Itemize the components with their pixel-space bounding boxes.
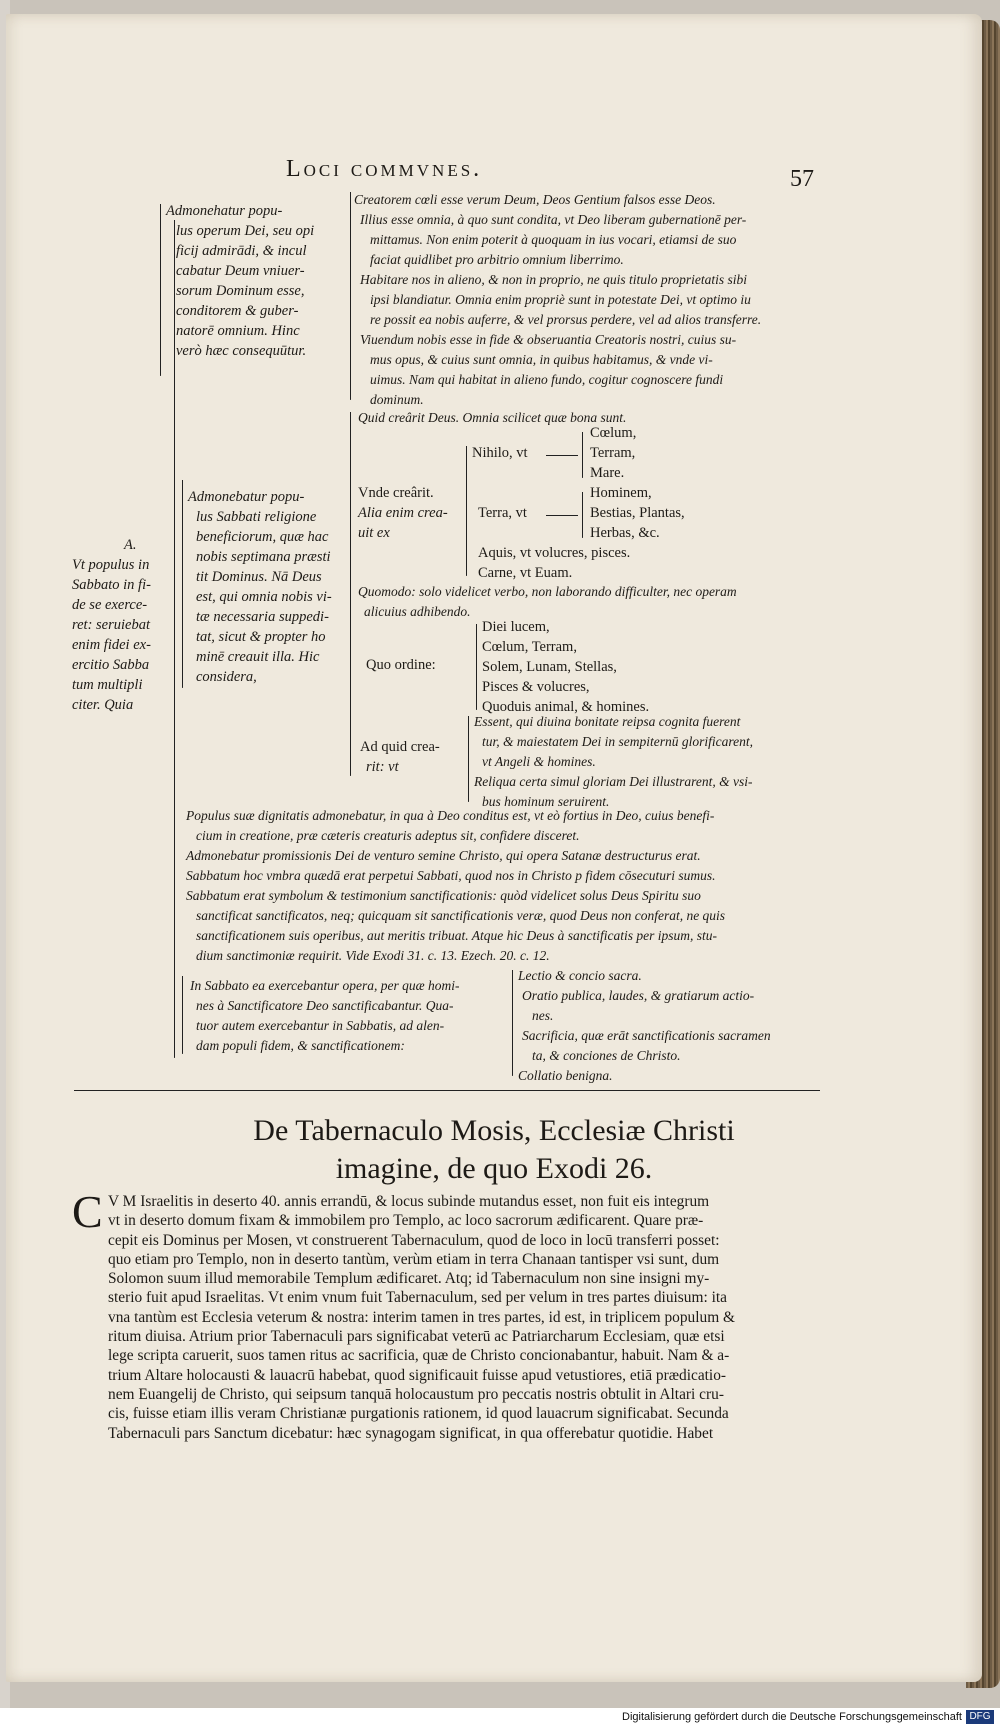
section-title-line-1: De Tabernaculo Mosis, Ecclesiæ Christi [253,1114,735,1147]
margin-a-5: enim fidei ex- [72,637,151,653]
ordine-item-4: Quoduis animal, & homines. [482,699,650,715]
b1-right-2: mittamus. Non enim poterit à quoquam in ius vocari, etiamsi de suo [370,232,737,247]
b3-0: Populus suæ dignitatis admonebatur, in qua à Deo conditus est, vt eò fortius in Deo, cuius benefi- [186,808,715,823]
b2-quo-ordine: Quo ordine: [366,657,436,673]
b1-right-10: dominum. [370,392,424,407]
brace [182,976,183,1054]
main-brace [174,220,175,1058]
b1-right-9: uimus. Nam qui habitat in alieno fundo, cogitur cognoscere fundi [370,372,724,387]
adq-item-1: tur, & maiestatem Dei in sempiternū glorificarent, [482,734,753,749]
b3-5: sanctificat sanctificatos, neq; quicquam sit sanctificationis veræ, quod Deus non conferat, ne quis [196,908,726,923]
margin-a-3: de se exerce- [72,597,148,613]
b3-6: sanctificationem suis operibus, aut meritis tribuat. Atque hic Deus à sanctificatis per ipsum, stu- [196,928,717,943]
terra-item-0: Hominem, [590,485,652,501]
b4-left-0: In Sabbato ea exercebantur opera, per quæ homi- [190,978,460,993]
running-head: Loci commvnes. [286,156,483,182]
terra-item-2: Herbas, &c. [590,525,660,541]
b2-terra: Terra, vt [478,505,527,521]
page-number: 57 [790,166,814,192]
section-title-line-2: imagine, de quo Exodi 26. [335,1152,653,1185]
ordine-item-0: Diei lucem, [482,619,550,635]
brace [582,432,583,478]
adq-item-2: vt Angeli & homines. [482,754,596,769]
nihilo-item-2: Mare. [590,465,625,481]
b2-left-6: tæ necessaria suppedi- [196,609,329,625]
b2-left-3: nobis septimana præsti [196,549,331,565]
b2-quomodo-0: Quomodo: solo videlicet verbo, non laborando difficulter, nec operam [358,584,737,599]
b2-left-8: minē creauit illa. Hic [196,649,320,665]
b2-quid: Quid creârit Deus. Omnia scilicet quæ bona sunt. [358,410,627,425]
brace [350,412,351,776]
dash [546,515,578,516]
margin-a-7: tum multipli [72,677,143,693]
b4-left-2: tuor autem exercebantur in Sabbatis, ad alen- [196,1018,445,1033]
margin-a-2: Sabbato in fi- [72,577,151,593]
b2-quomodo-1: alicuius adhibendo. [364,604,471,619]
drop-capital: C [72,1186,103,1237]
margin-a-8: citer. Quia [72,697,134,713]
brace [476,624,477,710]
dfg-logo: DFG [966,1710,994,1724]
ordine-item-2: Solem, Lunam, Stellas, [482,659,617,675]
brace [160,204,161,376]
b2-left-0: Admonebatur popu- [188,489,305,505]
book-page [6,14,982,1682]
adq-item-0: Essent, qui diuina bonitate reipsa cognita fuerent [474,714,741,729]
nihilo-item-0: Cœlum, [590,425,637,441]
b3-1: cium in creatione, præ cæteris creaturis adeptus sit, confidere disceret. [196,828,580,843]
b2-aquis: Aquis, vt volucres, pisces. [478,545,631,561]
margin-a-4: ret: seruiebat [72,617,150,633]
b1-right-7: Viuendum nobis esse in fide & obseruantia Creatoris nostri, cuius su- [360,332,737,347]
b3-2: Admonebatur promissionis Dei de venturo semine Christo, qui opera Satanæ destructurus erat. [186,848,701,863]
b4-right-3: Sacrificia, quæ erāt sanctificationis sacramen [522,1028,771,1043]
digitization-credit: Digitalisierung gefördert durch die Deutsche Forschungsgemeinschaft [622,1711,962,1723]
brace [512,970,513,1076]
adq-item-4: bus hominum seruirent. [482,794,610,809]
margin-a-1: Vt populus in [72,557,150,573]
b3-3: Sabbatum hoc vmbra quædā erat perpetui Sabbati, quod nos in Christo p fidem cōsecuturi sumus. [186,868,716,883]
b2-vnde-0: Vnde creârit. [358,485,434,501]
b4-right-5: Collatio benigna. [518,1068,613,1083]
b1-left-3: cabatur Deum vniuer- [176,263,305,279]
b2-left-1: lus Sabbati religione [196,509,317,525]
b4-right-2: nes. [532,1008,554,1023]
b1-left-7: verò hæc consequūtur. [176,343,307,359]
b1-left-6: natorē omnium. Hinc [176,323,300,339]
section-divider [74,1090,820,1091]
b3-4: Sabbatum erat symbolum & testimonium sanctificationis: quòd videlicet solus Deus Spiritu suo [186,888,701,903]
b2-ad-quid-0: Ad quid crea- [360,739,440,755]
b2-vnde-2: uit ex [358,525,390,541]
brace [468,716,469,802]
b3-7: dium sanctimoniæ requirit. Vide Exodi 31. c. 13. Ezech. 20. c. 12. [196,948,550,963]
terra-item-1: Bestias, Plantas, [590,505,685,521]
b2-vnde-1: Alia enim crea- [358,505,448,521]
b1-right-5: ipsi blandiatur. Omnia enim propriè sunt in potestate Dei, vt optimo iu [370,292,751,307]
b1-left-5: conditorem & guber- [176,303,299,319]
brace [582,492,583,538]
b4-left-1: nes à Sanctificatore Deo sanctificabantur. Qua- [196,998,454,1013]
b2-left-5: est, qui omnia nobis vi- [196,589,332,605]
b2-left-9: considera, [196,669,257,685]
b2-left-7: tat, sicut & propter ho [196,629,326,645]
b2-ad-quid-1: rit: vt [366,759,399,775]
b1-left-2: ficij admirādi, & incul [176,243,307,259]
b2-left-2: beneficiorum, quæ hac [196,529,329,545]
brace [182,480,183,688]
adq-item-3: Reliqua certa simul gloriam Dei illustrarent, & vsi- [474,774,753,789]
nihilo-item-1: Terram, [590,445,636,461]
b1-right-8: mus opus, & cuius sunt omnia, in quibus habitamus, & vnde vi- [370,352,713,367]
b2-carne: Carne, vt Euam. [478,565,573,581]
body-paragraph: V M Israelitis in deserto 40. annis errandū, & locus subinde mutandus esset, non fuit eis integrum vt in deserto domum fixam & immobilem pro Templo, ac loco sacrorum ædificarent. Quare præ- cepit eis Dominus per Mosen, vt construerent Tabernaculum, quod de loco in locū transferri posset: quo etiam pro Templo, non in deserto tantùm, verùm etiam in terra Chanaan tantisper vsi sunt, dum Solomon suum illud memorabile Templum ædificaret. Atq; id Tabernaculum non sine insigni my- sterio fuit apud Israelitas. Vt enim vnum fuit Tabernaculum, sed per velum in tres partes diuisum: ita vna tantùm est Ecclesia veterum & nostra: interim tamen in tres partes, id est, in triplicem populum & ritum diuisa. Atrium prior Tabernaculi pars significabat veterū ac Patriarcharum Ecclesiam, quæ etsi lege scripta caruerit, suos tamen ritus ac sacrificia, quæ de Christo concionabantur, habuit. Nam & a- trium Altare holocausti & lauacrū habebat, quod significauit fuisse apud vetustiores, etiā prædicatio- nem Euangelij de Christo, qui seipsum tanquā holocaustum pro peccatis nostris obtulit in Altari cru- cis, fuisse etiam illis veram Christianæ purgationis rationem, id quod lauacrum significabat. Secunda Tabernaculi pars Sanctum dicebatur: hæc synagogam significat, in qua offerebatur quotidie. Habet [108,1193,736,1442]
brace [350,192,351,400]
ordine-item-3: Pisces & volucres, [482,679,590,695]
margin-a-6: ercitio Sabba [72,657,150,673]
b1-right-6: re possit ea nobis auferre, & vel prorsus perdere, vel ad alios transferre. [370,312,762,327]
b2-left-4: tit Dominus. Nā Deus [196,569,322,585]
b4-right-4: ta, & conciones de Christo. [532,1048,681,1063]
b4-right-1: Oratio publica, laudes, & gratiarum actio- [522,988,755,1003]
b1-left-0: Admonehatur popu- [166,203,283,219]
b1-right-1: Illius esse omnia, à quo sunt condita, vt Deo liberam gubernationē per- [360,212,747,227]
margin-a-0: A. [124,537,137,553]
brace [466,446,467,576]
b1-right-4: Habitare nos in alieno, & non in proprio, ne quis titulo proprietatis sibi [360,272,748,287]
b1-left-1: lus operum Dei, seu opi [176,223,315,239]
b2-nihilo: Nihilo, vt [472,445,528,461]
b1-right-0: Creatorem cœli esse verum Deum, Deos Gentium falsos esse Deos. [354,192,716,207]
b1-left-4: sorum Dominum esse, [176,283,305,299]
b4-left-3: dam populi fidem, & sanctificationem: [196,1038,405,1053]
ordine-item-1: Cœlum, Terram, [482,639,577,655]
dash [546,455,578,456]
b1-right-3: faciat quidlibet pro arbitrio omnium liberrimo. [370,252,624,267]
b4-right-0: Lectio & concio sacra. [518,968,642,983]
